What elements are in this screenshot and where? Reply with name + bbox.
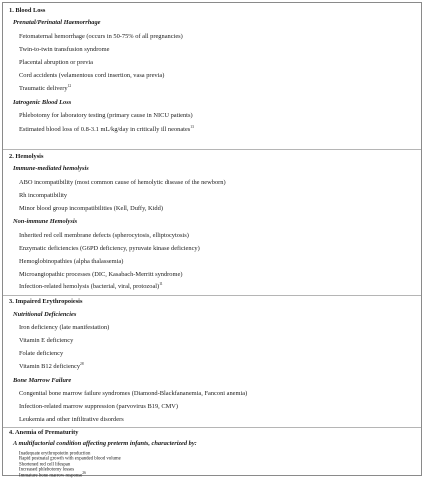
list-item: Shortened red cell lifespan — [19, 462, 71, 468]
list-item: Traumatic delivery$^{12}$ — [19, 83, 72, 92]
list-item: Cord accidents (velamentous cord insertion, vasa previa) — [19, 72, 165, 79]
list-item: Vitamin B12 deficiency$^{28}$ — [19, 361, 84, 370]
list-item: ABO incompatibility (most common cause of hemolytic disease of the newborn) — [19, 179, 226, 186]
subheading: Immune-mediated hemolysis — [13, 165, 89, 172]
list-item: Fetomaternal hemorrhage (occurs in 50-75% of all pregnancies) — [19, 33, 183, 40]
list-item: Inherited red cell membrane defects (spherocytosis, elliptocytosis) — [19, 232, 189, 239]
section-heading: 2. Hemolysis — [9, 153, 44, 160]
list-item: Infection-related marrow suppression (parvovirus B19, CMV) — [19, 403, 179, 410]
section-heading: 1. Blood Loss — [9, 7, 46, 14]
anemia-causes-table — [2, 2, 422, 479]
subheading: Bone Marrow Failure — [13, 377, 72, 384]
list-item: Estimated blood loss of 0.8-3.1 mL/kg/day in critically ill neonates$^{13}$ — [19, 124, 194, 133]
list-item: Rapid postnatal growth with expanded blood volume — [19, 456, 121, 462]
list-item: Infection-related hemolysis (bacterial, viral, protozoal)$^{11}$ — [19, 281, 163, 290]
list-item: Twin-to-twin transfusion syndrome — [19, 46, 110, 53]
subheading: Nutritional Deficiencies — [13, 311, 77, 318]
list-item: Enzymatic deficiencies (G6PD deficiency, pyruvate kinase deficiency) — [19, 245, 200, 252]
subheading: Non-immune Hemolysis — [13, 218, 78, 225]
list-item: Increased phlebotomy losses — [19, 467, 75, 473]
list-item: Folate deficiency — [19, 350, 64, 357]
list-item: Microangiopathic processes (DIC, Kasabach-Merritt syndrome) — [19, 271, 183, 278]
section-impaired-erythropoiesis — [3, 295, 421, 395]
list-item: Placental abruption or previa — [19, 59, 93, 66]
list-item: Rh incompatibility — [19, 192, 68, 199]
section-hemolysis — [3, 149, 421, 282]
list-item: Congenital bone marrow failure syndromes (Diamond-Blackfananemia, Fanconi anemia) — [19, 390, 248, 397]
list-item: Iron deficiency (late manifestation) — [19, 324, 110, 331]
list-item: Minor blood group incompatibilities (Kell, Duffy, Kidd) — [19, 205, 163, 212]
section-heading: 4. Anemia of Prematurity — [9, 429, 79, 436]
list-item: Leukemia and other infiltrative disorders — [19, 416, 124, 423]
list-item: Phlebotomy for laboratory testing (primary cause in NICU patients) — [19, 112, 193, 119]
subheading: A multifactorial condition affecting preterm infants, characterized by: — [13, 440, 197, 447]
list-item: Vitamin E deficiency — [19, 337, 74, 344]
list-item: Hemoglobinopathies (alpha thalassemia) — [19, 258, 124, 265]
list-item: Inadequate erythropoietin production — [19, 451, 91, 457]
section-heading: 3. Impaired Erythropoiesis — [9, 298, 83, 305]
subheading: Prenatal/Perinatal Haemorrhage — [13, 19, 101, 26]
list-item: Immature bone marrow response$^{26}$ — [19, 470, 86, 479]
section-blood-loss — [3, 3, 421, 149]
subheading: Iatrogenic Blood Loss — [13, 99, 72, 106]
